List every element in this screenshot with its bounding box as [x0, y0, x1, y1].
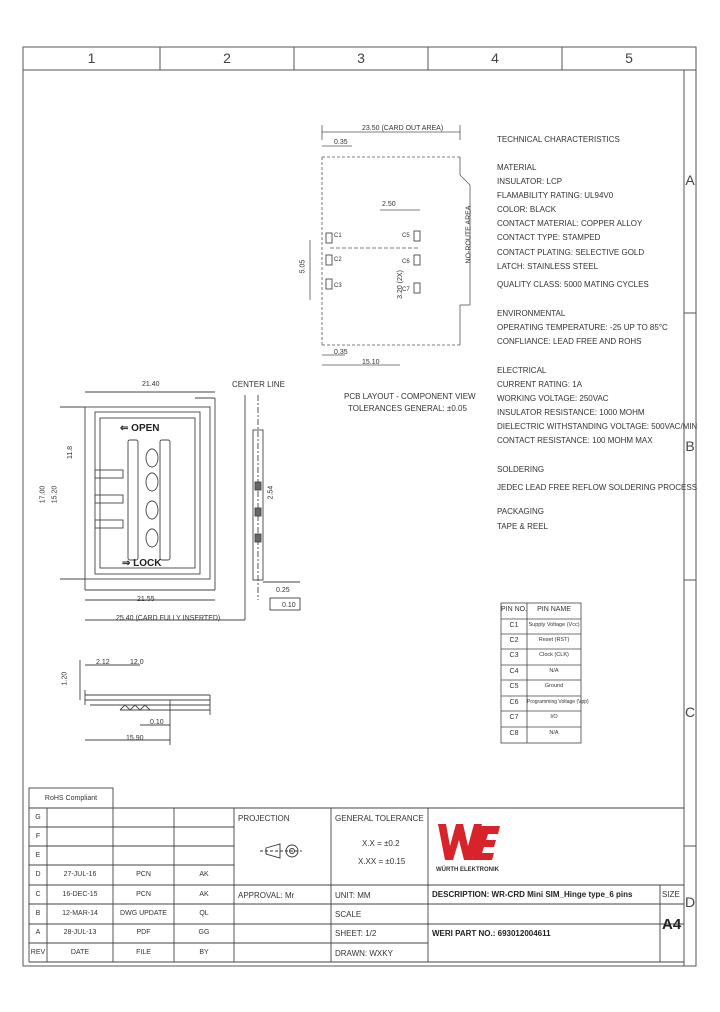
material-line: INSULATOR: LCP	[497, 177, 563, 186]
electrical-line: CONTACT RESISTANCE: 100 MOHM MAX	[497, 436, 653, 445]
pcb-pin-label: C3	[334, 283, 342, 289]
material-heading: MATERIAL	[497, 163, 537, 172]
description-label: DESCRIPTION: WR-CRD Mini SIM_Hinge type_6 pins	[432, 890, 633, 899]
pcb-pin-label: C7	[402, 287, 410, 293]
tolerance-x-x: X.X = ±0.2	[362, 839, 400, 848]
drawn-label: DRAWN: WXKY	[335, 949, 393, 958]
rev-by: AK	[199, 871, 209, 878]
rev-header: FILE	[136, 949, 151, 956]
material-line: LATCH: STAINLESS STEEL	[497, 262, 599, 271]
front-dim-small: 0.25	[276, 587, 290, 594]
rev-letter: A	[35, 929, 41, 936]
front-dim-card: 25.40 (CARD FULLY INSERTED)	[116, 615, 221, 622]
rev-by: AK	[199, 891, 209, 898]
pcb-caption: PCB LAYOUT - COMPONENT VIEW	[344, 392, 476, 401]
pcb-dim: 3.20 (2X)	[396, 270, 404, 299]
rev-header: BY	[199, 949, 209, 956]
rev-date: 28-JUL-13	[63, 929, 97, 936]
electrical-line: CURRENT RATING: 1A	[497, 380, 583, 389]
frame-col-2: 2	[223, 50, 231, 66]
logo-text: WÜRTH ELEKTRONIK	[436, 867, 499, 873]
front-side-profile	[253, 395, 300, 610]
pcb-dim: 0.35	[334, 349, 348, 356]
pcb-pin-label: C5	[402, 233, 410, 239]
front-dim-height: 15.20	[51, 485, 59, 504]
pin-name: Ground	[544, 683, 564, 689]
pin-no: C8	[509, 730, 519, 737]
rev-file: PCN	[136, 891, 151, 898]
rev-date: 16-DEC-15	[62, 891, 98, 898]
environmental-heading: ENVIRONMENTAL	[497, 309, 566, 318]
outer-frame	[23, 47, 696, 966]
rev-by: QL	[199, 910, 209, 917]
pin-table-header: PIN NAME	[537, 606, 571, 613]
material-line: FLAMABILITY RATING: UL94V0	[497, 191, 614, 200]
pin-name: Reset (RST)	[538, 637, 570, 643]
environmental-line: OPERATING TEMPERATURE: -25 UP TO 85°C	[497, 323, 668, 332]
electrical-line: WORKING VOLTAGE: 250VAC	[497, 394, 609, 403]
size-label: SIZE	[662, 890, 680, 899]
pin-name: Supply Voltage (Vcc)	[528, 622, 580, 628]
center-line-label: CENTER LINE	[232, 380, 285, 389]
pin-name: Clock (CLK)	[539, 652, 569, 658]
material-line: CONTACT PLATING: SELECTIVE GOLD	[497, 248, 645, 257]
rev-letter: B	[35, 910, 41, 917]
frame-col-5: 5	[625, 50, 633, 66]
pcb-dim: 2.50	[382, 201, 396, 208]
frame-row-b: B	[685, 438, 695, 454]
pin-name: I/O	[550, 714, 558, 720]
size-value: A4	[662, 916, 682, 933]
rev-file: PCN	[136, 871, 151, 878]
rev-letter: C	[35, 891, 41, 898]
rev-letter: G	[35, 814, 41, 821]
rev-file: PDF	[136, 929, 151, 936]
frame-col-4: 4	[491, 50, 499, 66]
open-label: OPEN	[131, 423, 160, 434]
tolerance-x-xx: X.XX = ±0.15	[358, 857, 406, 866]
lock-arrow-label: ⇒ LOCK	[122, 558, 162, 569]
pcb-pin-label: C6	[402, 259, 410, 265]
packaging-line: TAPE & REEL	[497, 522, 548, 531]
frame-col-1: 1	[87, 50, 96, 66]
rev-letter: E	[35, 852, 41, 859]
open-arrow-label: ⇐ OPEN	[120, 423, 160, 434]
front-tolerance-box: 0.10	[282, 602, 296, 609]
side-dim: 12.0	[130, 659, 144, 666]
rev-letter: D	[35, 871, 41, 878]
electrical-heading: ELECTRICAL	[497, 366, 547, 375]
rev-date: 12-MAR-14	[62, 910, 98, 917]
pcb-pin-label: C2	[334, 257, 342, 263]
tech-title: TECHNICAL CHARACTERISTICS	[497, 135, 620, 144]
pin-no: C6	[509, 699, 519, 706]
electrical-line: DIELECTRIC WITHSTANDING VOLTAGE: 500VAC/MIN	[497, 422, 698, 431]
pin-no: C1	[509, 622, 519, 629]
pin-no: C7	[509, 714, 519, 721]
pin-table-header: PIN NO.	[501, 606, 528, 613]
rohs-label: RoHS Compliant	[44, 795, 98, 802]
we-logo-mark	[436, 820, 500, 864]
quality-class: QUALITY CLASS: 5000 MATING CYCLES	[497, 280, 649, 289]
pcb-no-route: NO-ROUTE AREA	[465, 205, 473, 264]
pin-name: N/A	[549, 730, 559, 736]
pcb-layout-drawing	[310, 125, 470, 365]
front-dim-height: 11.8	[67, 445, 75, 460]
side-dim-height: 1.20	[61, 671, 69, 686]
front-dim-width-top: 21.40	[142, 381, 160, 388]
pcb-tolerance: TOLERANCES GENERAL: ±0.05	[348, 404, 467, 413]
rev-date: 27-JUL-16	[63, 871, 97, 878]
pcb-dim: 5.05	[299, 259, 307, 274]
lock-label: LOCK	[133, 558, 162, 569]
scale-label: SCALE	[335, 910, 362, 919]
material-line: CONTACT MATERIAL: COPPER ALLOY	[497, 219, 643, 228]
pin-no: C4	[509, 668, 519, 675]
pcb-dim: 0.35	[334, 139, 348, 146]
electrical-line: INSULATOR RESISTANCE: 1000 MOHM	[497, 408, 645, 417]
front-dim-pitch: 2.54	[267, 485, 275, 500]
environmental-line: CONFLIANCE: LEAD FREE AND ROHS	[497, 337, 642, 346]
part-number-label: WERI PART NO.: 693012004611	[432, 929, 551, 938]
pcb-dim-card-out: 23.50 (CARD OUT AREA)	[362, 125, 444, 132]
pin-no: C3	[509, 652, 519, 659]
pin-name: N/A	[549, 668, 559, 674]
material-line: CONTACT TYPE: STAMPED	[497, 233, 601, 242]
pcb-pin-label: C1	[334, 233, 342, 239]
side-dim: 0.10	[150, 719, 164, 726]
pin-no: C2	[509, 637, 519, 644]
soldering-line: JEDEC LEAD FREE REFLOW SOLDERING PROCESS	[497, 483, 698, 492]
unit-label: UNIT: MM	[335, 891, 371, 900]
material-line: COLOR: BLACK	[497, 205, 557, 214]
frame-row-d: D	[684, 894, 696, 910]
frame-row-c: C	[684, 704, 696, 720]
sheet-label: SHEET: 1/2	[335, 929, 377, 938]
general-tolerance-label: GENERAL TOLERANCE	[335, 814, 424, 823]
side-dim: 2.12	[96, 659, 110, 666]
rev-by: GG	[198, 929, 210, 936]
side-view-drawing	[80, 660, 210, 745]
packaging-heading: PACKAGING	[497, 507, 544, 516]
frame-row-a: A	[685, 172, 695, 188]
approval-label: APPROVAL: Mr	[238, 891, 295, 900]
rev-header: DATE	[70, 949, 90, 956]
projection-symbol	[260, 844, 302, 858]
pin-name: Programming Voltage (Vpp)	[527, 699, 589, 705]
side-dim-width: 15.90	[126, 735, 144, 742]
rev-file: DWG UPDATE	[120, 910, 167, 917]
soldering-heading: SOLDERING	[497, 465, 545, 474]
rev-letter: F	[35, 833, 41, 840]
frame-col-3: 3	[357, 50, 365, 66]
front-dim-height: 17.00	[39, 485, 47, 504]
rev-header: REV	[30, 949, 46, 956]
projection-label: PROJECTION	[238, 814, 290, 823]
front-dim-width-bottom: 21.55	[137, 596, 155, 603]
pin-no: C5	[509, 683, 519, 690]
pcb-dim: 15.10	[362, 359, 380, 366]
